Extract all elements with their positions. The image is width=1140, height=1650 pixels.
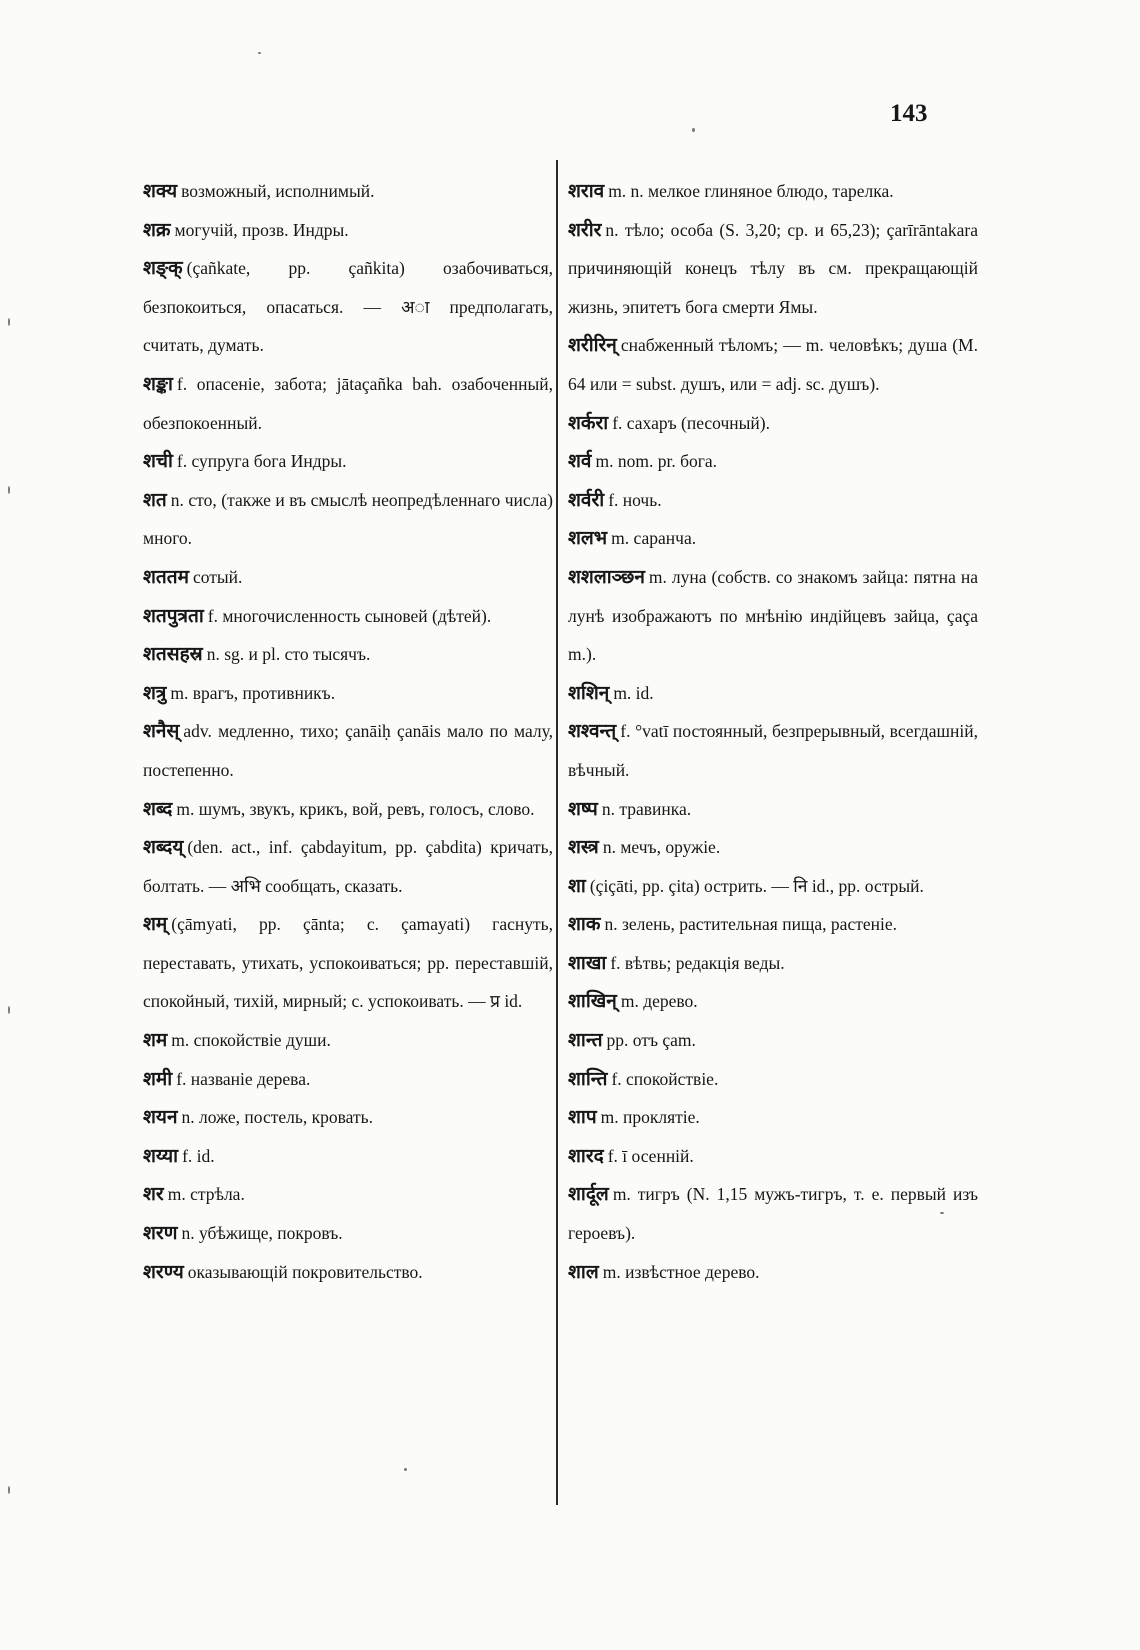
entry-definition: могучій, прозв. Индры. [174, 219, 349, 240]
print-speck [692, 128, 695, 132]
entry-headword: शाप [568, 1106, 597, 1129]
entry-definition: f. спокойствіе. [611, 1068, 719, 1089]
dictionary-entry [143, 635, 553, 674]
entry-headword: शराव [568, 180, 605, 202]
entry-headword: शश्वन्त् [568, 720, 617, 743]
page-number: 143 [890, 100, 928, 127]
entry-headword: शयन [143, 1106, 178, 1129]
dictionary-entry [143, 828, 553, 905]
dictionary-entry [143, 442, 553, 481]
entry-definition: f. супруга бога Индры. [176, 451, 347, 472]
dictionary-entry [143, 597, 553, 636]
entry-definition: n. зелень, растительная пища, растеніе. [604, 914, 897, 935]
entry-definition: adv. медленно, тихо; çanāiḥ çanāis мало по малу, постепенно. [143, 721, 553, 780]
entry-headword: शय्या [143, 1144, 179, 1167]
dictionary-entry [143, 1021, 553, 1060]
entry-headword: शर [143, 1183, 164, 1206]
column-divider [556, 160, 558, 1505]
entry-definition: снабженный тѣломъ; — m. человѣкъ; душа (M. 64 или = subst. душъ, или = adj. sc. душъ). [568, 335, 978, 394]
dictionary-entry [568, 790, 978, 829]
print-speck [8, 486, 10, 494]
entry-definition: возможный, исполнимый. [181, 181, 375, 201]
dictionary-entry [568, 1021, 978, 1060]
entry-definition: m. проклятіе. [600, 1107, 700, 1128]
print-speck [8, 318, 10, 326]
dictionary-entry [568, 1060, 978, 1099]
dictionary-entry [568, 712, 978, 789]
entry-headword: शस्त्र [568, 836, 599, 859]
entry-headword: शाल [568, 1260, 599, 1283]
dictionary-entry [143, 365, 553, 442]
entry-headword: शब्दय् [143, 836, 184, 859]
entry-headword: शरण [143, 1222, 178, 1245]
print-speck [404, 1468, 407, 1471]
entry-headword: शशिन् [568, 681, 610, 704]
print-speck [940, 1212, 944, 1214]
entry-definition: m. nom. pr. бога. [595, 451, 718, 472]
entry-headword: शततम [143, 565, 189, 588]
entry-headword: शर्व [568, 450, 592, 473]
dictionary-entry [568, 1253, 978, 1292]
entry-definition: f. ī осенній. [607, 1145, 694, 1166]
entry-headword: शङ्का [143, 372, 173, 395]
entry-definition: m. id. [613, 682, 654, 703]
entry-headword: शरीरिन् [568, 334, 617, 357]
dictionary-entry [568, 982, 978, 1021]
right-column [568, 172, 978, 1291]
entry-headword: शक्य [143, 180, 178, 202]
entry-definition: f. id. [182, 1145, 215, 1166]
dictionary-entry [568, 404, 978, 443]
entry-definition: (den. act., inf. çabdayitum, pp. çabdita) кричать, болтать. — अभि сообщать, сказать. [143, 837, 553, 896]
entry-definition: f. сахаръ (песочный). [612, 412, 770, 433]
entry-headword: शार्दूल [568, 1183, 609, 1206]
entry-definition: f. опасеніе, забота; jātaçañka bah. озабоченный, обезпокоенный. [143, 373, 553, 433]
entry-definition: f. названіе дерева. [176, 1068, 311, 1089]
dictionary-entry [568, 905, 978, 944]
dictionary-entry [568, 481, 978, 520]
dictionary-entry [143, 1098, 553, 1137]
entry-definition: m. n. мелкое глиняное блюдо, тарелка. [608, 181, 894, 201]
dictionary-entry [568, 211, 978, 327]
entry-headword: शा [568, 874, 586, 897]
entry-headword: शष्प [568, 797, 598, 820]
entry-definition: f. многочисленность сыновей (дѣтей). [207, 605, 492, 626]
dictionary-entry [143, 1253, 553, 1292]
dictionary-entry [568, 828, 978, 867]
entry-headword: शत [143, 488, 167, 511]
entry-definition: m. саранча. [611, 528, 697, 549]
entry-definition: n. травинка. [601, 798, 692, 819]
entry-headword: शर्करा [568, 411, 609, 434]
entry-definition: f. ночь. [608, 489, 662, 510]
dictionary-entry [568, 1137, 978, 1176]
entry-definition: m. тигръ (N. 1,15 мужъ-тигръ, т. е. первый изъ героевъ). [568, 1184, 978, 1244]
entry-definition: оказывающій покровительство. [187, 1261, 423, 1282]
entry-definition: pp. отъ çam. [606, 1030, 696, 1051]
print-speck [258, 52, 261, 54]
dictionary-entry [143, 790, 553, 829]
dictionary-entry [143, 1137, 553, 1176]
entry-headword: शब्द [143, 797, 173, 820]
entry-headword: शम् [143, 913, 168, 936]
dictionary-entry [568, 558, 978, 674]
entry-definition: n. sg. и pl. сто тысячъ. [206, 644, 371, 665]
entry-headword: शारद [568, 1144, 604, 1167]
print-speck [8, 1486, 10, 1494]
entry-definition: m. луна (собств. со знакомъ зайца: пятна на лунѣ изображаютъ по мнѣнію индійцевъ зайца, çaça m.). [568, 566, 978, 665]
entry-definition: n. тѣло; особа (S. 3,20; ср. и 65,23); çarīrāntakara причиняющій конецъ тѣлу въ см. прекращающій жизнь, эпитетъ бога смерти Ямы. [568, 219, 978, 317]
entry-definition: m. дерево. [620, 991, 698, 1012]
dictionary-entry [143, 712, 553, 789]
entry-definition: m. стрѣла. [167, 1184, 245, 1205]
dictionary-entry [568, 944, 978, 983]
entry-definition: m. врагъ, противникъ. [170, 682, 336, 703]
dictionary-entry [568, 326, 978, 403]
dictionary-entry [568, 519, 978, 558]
entry-headword: शतपुत्रता [143, 604, 204, 627]
entry-definition: n. убѣжище, покровъ. [181, 1223, 343, 1244]
entry-headword: शाखा [568, 951, 607, 974]
entry-definition: m. шумъ, звукъ, крикъ, вой, ревъ, голосъ, слово. [176, 798, 535, 819]
entry-headword: शान्ति [568, 1067, 608, 1090]
entry-headword: शक्र [143, 218, 171, 241]
entry-definition: f. °vatī постоянный, безпрерывный, всегдашній, вѣчный. [568, 721, 978, 780]
dictionary-entry [143, 481, 553, 558]
entry-definition: f. вѣтвь; редакція веды. [610, 952, 785, 973]
entry-definition: (çiçāti, pp. çita) острить. — नि id., pp. острый. [589, 875, 924, 896]
entry-definition: n. сто, (также и въ смыслѣ неопредѣленнаго числа) много. [143, 489, 553, 549]
dictionary-entry [143, 674, 553, 713]
entry-definition: m. извѣстное дерево. [602, 1261, 760, 1282]
entry-headword: शत्रु [143, 681, 167, 704]
dictionary-entry [568, 674, 978, 713]
dictionary-entry [143, 249, 553, 365]
entry-definition: сотый. [192, 566, 243, 587]
entry-headword: शाक [568, 913, 601, 936]
entry-headword: शम [143, 1029, 168, 1052]
entry-headword: शङ्क् [143, 257, 183, 280]
dictionary-entry [143, 1060, 553, 1099]
entry-headword: शरीर [568, 218, 602, 241]
dictionary-entry [568, 1175, 978, 1252]
entry-definition: n. ложе, постель, кровать. [181, 1107, 373, 1128]
entry-headword: शतसहस्र [143, 643, 203, 666]
entry-headword: शान्त [568, 1029, 603, 1052]
entry-headword: शलभ [568, 527, 608, 550]
dictionary-entry [568, 442, 978, 481]
print-speck [8, 1006, 10, 1014]
entry-headword: शनैस् [143, 720, 180, 743]
dictionary-entry [568, 867, 978, 906]
dictionary-entry [143, 1214, 553, 1253]
dictionary-entry [143, 172, 553, 211]
entry-definition: n. мечъ, оружіе. [602, 837, 721, 858]
dictionary-entry [568, 1098, 978, 1137]
dictionary-entry [143, 1175, 553, 1214]
dictionary-entry [143, 558, 553, 597]
entry-headword: शमी [143, 1067, 173, 1090]
entry-headword: शची [143, 450, 173, 473]
entry-definition: (çāmyati, pp. çānta; c. çamayati) гаснуть, переставать, утихать, успокоиваться; pp. переставшій, спокойный, тихій, мирный; c. успокоивать. — प्र id. [143, 914, 553, 1012]
entry-definition: (çañkate, pp. çañkita) озабочиваться, безпокоиться, опасаться. — अा предполагать, считать, думать. [143, 258, 553, 356]
dictionary-entry [568, 172, 978, 211]
dictionary-entry [143, 905, 553, 1021]
entry-headword: शरण्य [143, 1260, 184, 1283]
entry-definition: m. спокойствіе души. [171, 1030, 331, 1051]
entry-headword: शाखिन् [568, 990, 617, 1013]
entry-headword: शर्वरी [568, 488, 605, 511]
entry-headword: शशलाञ्छन [568, 565, 645, 588]
dictionary-entry [143, 211, 553, 250]
left-column [143, 172, 553, 1291]
